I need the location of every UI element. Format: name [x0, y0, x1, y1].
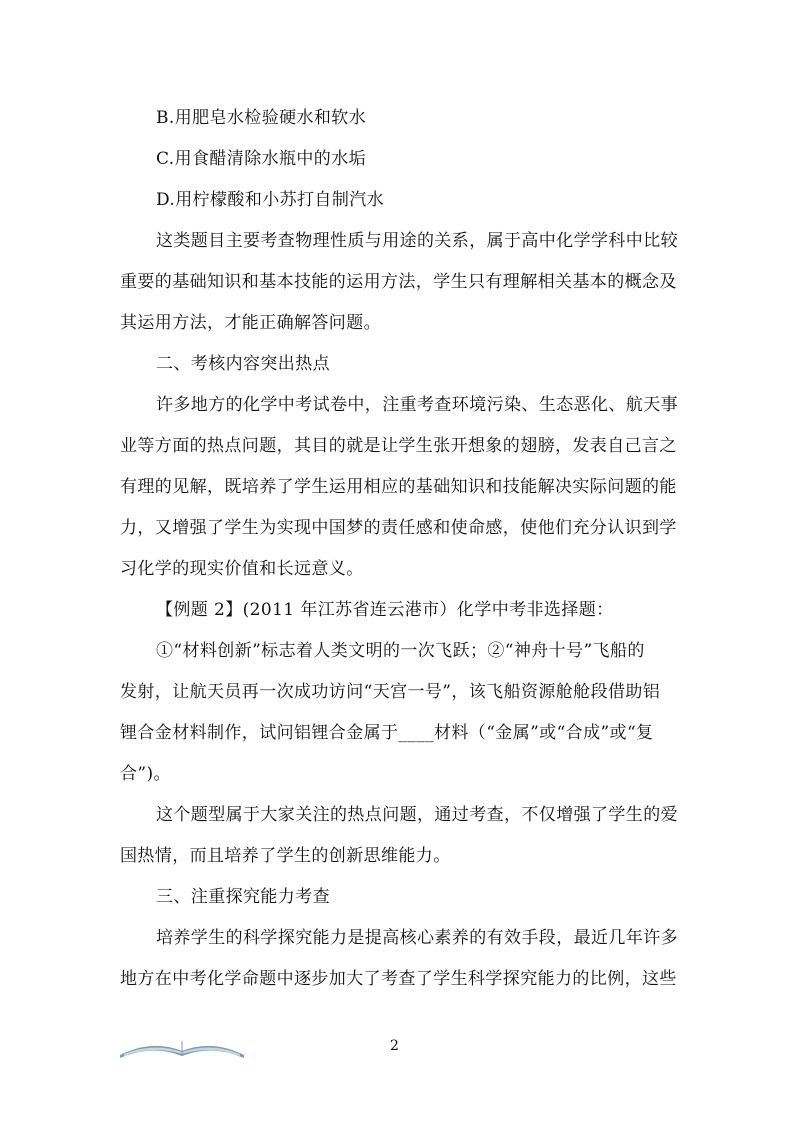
- paragraph-line: 其运用方法，才能正确解答问题。: [120, 313, 381, 333]
- example-line: 发射，让航天员再一次成功访问“天宫一号”，该飞船资源舱舱段借助铝: [120, 682, 661, 702]
- option-b: B.用肥皂水检验硬水和软水: [156, 108, 367, 128]
- paragraph-line: 力，又增强了学生为实现中国梦的责任感和使命感，使他们充分认识到学: [120, 518, 677, 538]
- paragraph-line: 有理的见解，既培养了学生运用相应的基础知识和技能解决实际问题的能: [120, 477, 677, 497]
- paragraph-line: 重要的基础知识和基本技能的运用方法，学生只有理解相关基本的概念及: [120, 272, 677, 292]
- section-heading-3: 三、注重探究能力考查: [156, 887, 330, 907]
- paragraph-line: 这个题型属于大家关注的热点问题，通过考查，不仅增强了学生的爱: [156, 805, 678, 825]
- example-line: 锂合金材料制作，试问铝锂合金属于____材料（“金属”或“合成”或“复: [120, 723, 654, 743]
- paragraph-line: 国热情，而且培养了学生的创新思维能力。: [120, 846, 451, 866]
- page-number: 2: [390, 1038, 399, 1054]
- option-d: D.用柠檬酸和小苏打自制汽水: [156, 190, 385, 210]
- example-line: 合”)。: [120, 764, 171, 784]
- paragraph-line: 培养学生的科学探究能力是提高核心素养的有效手段，最近几年许多: [156, 928, 678, 948]
- paragraph-line: 地方在中考化学命题中逐步加大了考查了学生科学探究能力的比例，这些: [120, 969, 677, 989]
- paragraph-line: 业等方面的热点问题，其目的就是让学生张开想象的翅膀，发表自己言之: [120, 436, 677, 456]
- paragraph-line: 这类题目主要考查物理性质与用途的关系，属于高中化学学科中比较: [156, 231, 678, 251]
- paragraph-line: 习化学的现实价值和长远意义。: [120, 559, 364, 579]
- section-heading-2: 二、考核内容突出热点: [156, 354, 330, 374]
- option-c: C.用食醋清除水瓶中的水垢: [156, 149, 367, 169]
- open-book-icon: [118, 1033, 246, 1059]
- example-line: ①“材料创新”标志着人类文明的一次飞跃；②“神舟十号”飞船的: [156, 641, 645, 661]
- paragraph-line: 许多地方的化学中考试卷中，注重考查环境污染、生态恶化、航天事: [156, 395, 678, 415]
- example-heading: 【例题 2】(2011 年江苏省连云港市）化学中考非选择题：: [156, 600, 614, 620]
